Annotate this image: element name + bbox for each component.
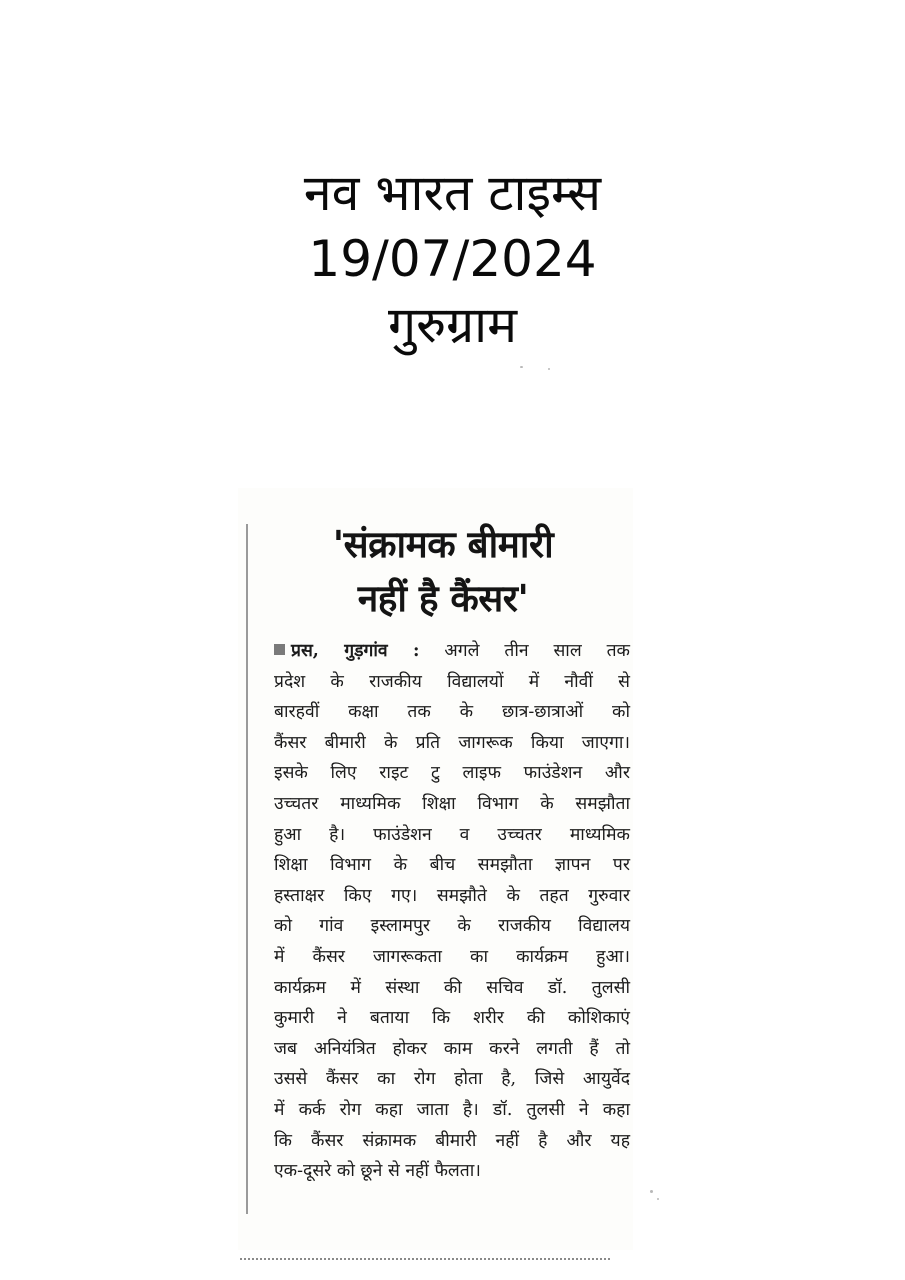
article-line: कैंसर बीमारी के प्रति जागरूक किया जाएगा। (274, 732, 630, 753)
article-line: शिक्षा विभाग के बीच समझौता ज्ञापन पर (274, 855, 630, 876)
article-line-text: अगले तीन साल तक (444, 641, 630, 661)
headline-line: 'संक्रामक बीमारी (332, 523, 554, 566)
article-body (274, 636, 630, 1187)
bullet-square-icon (274, 644, 285, 655)
article-line: हस्ताक्षर किए गए। समझौते के तहत गुरुवार (274, 885, 630, 906)
article-line: हुआ है। फाउंडेशन व उच्चतर माध्यमिक (274, 824, 630, 845)
article-line: बारहवीं कक्षा तक के छात्र-छात्राओं को (274, 702, 630, 723)
article-line: कार्यक्रम में संस्था की सचिव डॉ. तुलसी (274, 977, 630, 998)
article-line: कुमारी ने बताया कि शरीर की कोशिकाएं (274, 1008, 630, 1029)
newspaper-clipping (238, 488, 633, 1250)
article-dateline: प्रस, गुड़गांव : (291, 641, 420, 661)
scan-speck (650, 1190, 653, 1193)
clipping-bottom-rule (240, 1258, 610, 1260)
scan-speck (520, 366, 523, 368)
headline-line: नहीं है कैंसर' (357, 577, 529, 620)
column-rule (246, 524, 248, 1214)
scan-speck (548, 368, 550, 370)
article-headline (258, 518, 628, 626)
article-line: में कैंसर जागरूकता का कार्यक्रम हुआ। (274, 946, 630, 967)
article-line: में कर्क रोग कहा जाता है। डॉ. तुलसी ने कहा (274, 1099, 630, 1120)
article-line: इसके लिए राइट टु लाइफ फाउंडेशन और (274, 763, 630, 784)
clipping-caption (0, 160, 905, 358)
article-line (274, 636, 630, 667)
newspaper-name: नव भारत टाइम्स (303, 164, 602, 222)
article-line: प्रदेश के राजकीय विद्यालयों में नौवीं से (274, 671, 630, 692)
edition-city: गुरुग्राम (387, 296, 518, 354)
article-line: कि कैंसर संक्रामक बीमारी नहीं है और यह (274, 1130, 630, 1151)
article-line: उच्चतर माध्यमिक शिक्षा विभाग के समझौता (274, 793, 630, 814)
article-line: एक-दूसरे को छूने से नहीं फैलता। (274, 1161, 481, 1182)
article-line: को गांव इस्लामपुर के राजकीय विद्यालय (274, 916, 630, 937)
scan-speck (657, 1198, 659, 1200)
article-line: जब अनियंत्रित होकर काम करने लगती हैं तो (274, 1038, 630, 1059)
article-line: उससे कैंसर का रोग होता है, जिसे आयुर्वेद (274, 1069, 630, 1090)
publication-date: 19/07/2024 (308, 230, 597, 288)
